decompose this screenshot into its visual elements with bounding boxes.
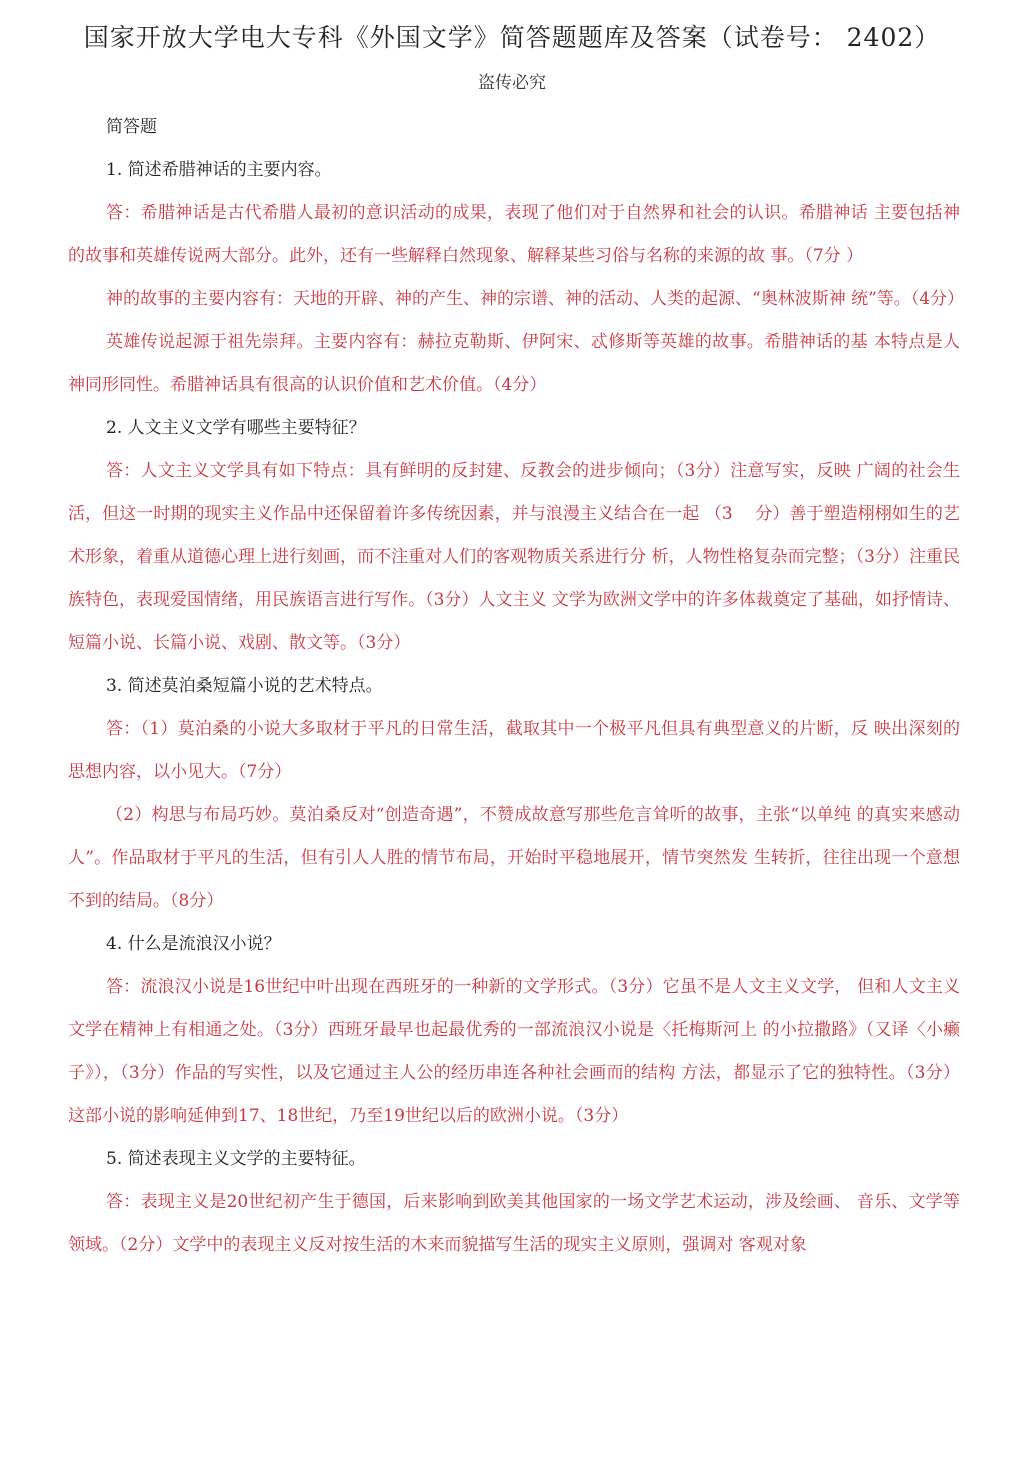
answer-3-part-1: 答：（1）莫泊桑的小说大多取材于平凡的日常生活，截取其中一个极平凡但具有典型意义的片断，反 映出深刻的思想内容，以小见大。（7分） (68, 719, 960, 782)
document-subtitle: 盗传必究 (478, 73, 546, 93)
question-1: 1. 简述希腊神话的主要内容。 (106, 160, 332, 180)
answer-1-part-1: 答：希腊神话是古代希腊人最初的意识活动的成果，表现了他们对于自然界和社会的认识。希腊神话 主要包括神的故事和英雄传说两大部分。此外，还有一些解释白然现象、解释某些习俗与名称的来源的故 事。（7分 ） (68, 203, 960, 266)
answer-2: 答：人文主义文学具有如下特点：具有鲜明的反封建、反教会的进步倾向；（3分）注意写实，反映 广阔的社会生活，但这一时期的现实主义作品中还保留着许多传统因素，并与浪漫主义结合在一起 （3 分）善于塑造栩栩如生的艺术形象，着重从道德心理上进行刻画，而不注重对人们的客观物质关系进行分 析，人物性格复杂而完整；（3分）注重民族特色，表现爱国情绪，用民族语言进行写作。（3分）人文主义 文学为欧洲文学中的许多体裁奠定了基础，如抒情诗、短篇小说、长篇小说、戏剧、散文等。（3分） (68, 461, 960, 653)
answer-5: 答：表现主义是20世纪初产生于德国，后来影响到欧美其他国家的一场文学艺术运动，涉及绘画、 音乐、文学等领域。（2分）文学中的表现主义反对按生活的木来而貌描写生活的现实主义原则，强调对 客观对象 (68, 1192, 960, 1255)
answer-3-part-2: （2）构思与布局巧妙。莫泊桑反对“创造奇遇”，不赞成故意写那些危言耸听的故事，主张“以单纯 的真实来感动人”。作品取材于平凡的生活，但有引人人胜的情节布局，开始时平稳地展开，情节突然发 生转折，往往出现一个意想不到的结局。（8分） (68, 805, 960, 911)
section-heading: 简答题 (106, 117, 157, 137)
document-body (68, 106, 965, 1267)
question-3: 3. 简述莫泊桑短篇小说的艺术特点。 (106, 676, 383, 696)
answer-1-part-2: 神的故事的主要内容有：天地的开辟、神的产生、神的宗谱、神的活动、人类的起源、“奥林波斯神 统”等。（4分） (106, 289, 965, 309)
answer-4: 答：流浪汉小说是16世纪中叶出现在西班牙的一种新的文学形式。（3分）它虽不是人文主义文学， 但和人文主义文学在精神上有相通之处。（3分）西班牙最早也起最优秀的一部流浪汉小说是〈托梅斯河上 的小拉撒路》（又译〈小癞子》），（3分）作品的写实性，以及它通过主人公的经历串连各种社会画而的结构 方法，都显示了它的独特性。（3分）这部小说的影响延伸到17、18世纪，乃至19世纪以后的欧洲小说。（3分） (68, 977, 960, 1126)
document-title: 国家开放大学电大专科《外国文学》简答题题库及答案（试卷号： 2402） (83, 23, 941, 52)
question-2: 2. 人文主义文学有哪些主要特征？ (106, 418, 366, 438)
answer-1-part-3: 英雄传说起源于祖先崇拜。主要内容有：赫拉克勒斯、伊阿宋、忒修斯等英雄的故事。希腊神话的基 本特点是人神同形同性。希腊神话具有很高的认识价值和艺术价值。（4分） (68, 332, 960, 395)
question-5: 5. 简述表现主义文学的主要特征。 (106, 1149, 366, 1169)
question-4: 4. 什么是流浪汉小说？ (106, 934, 281, 954)
